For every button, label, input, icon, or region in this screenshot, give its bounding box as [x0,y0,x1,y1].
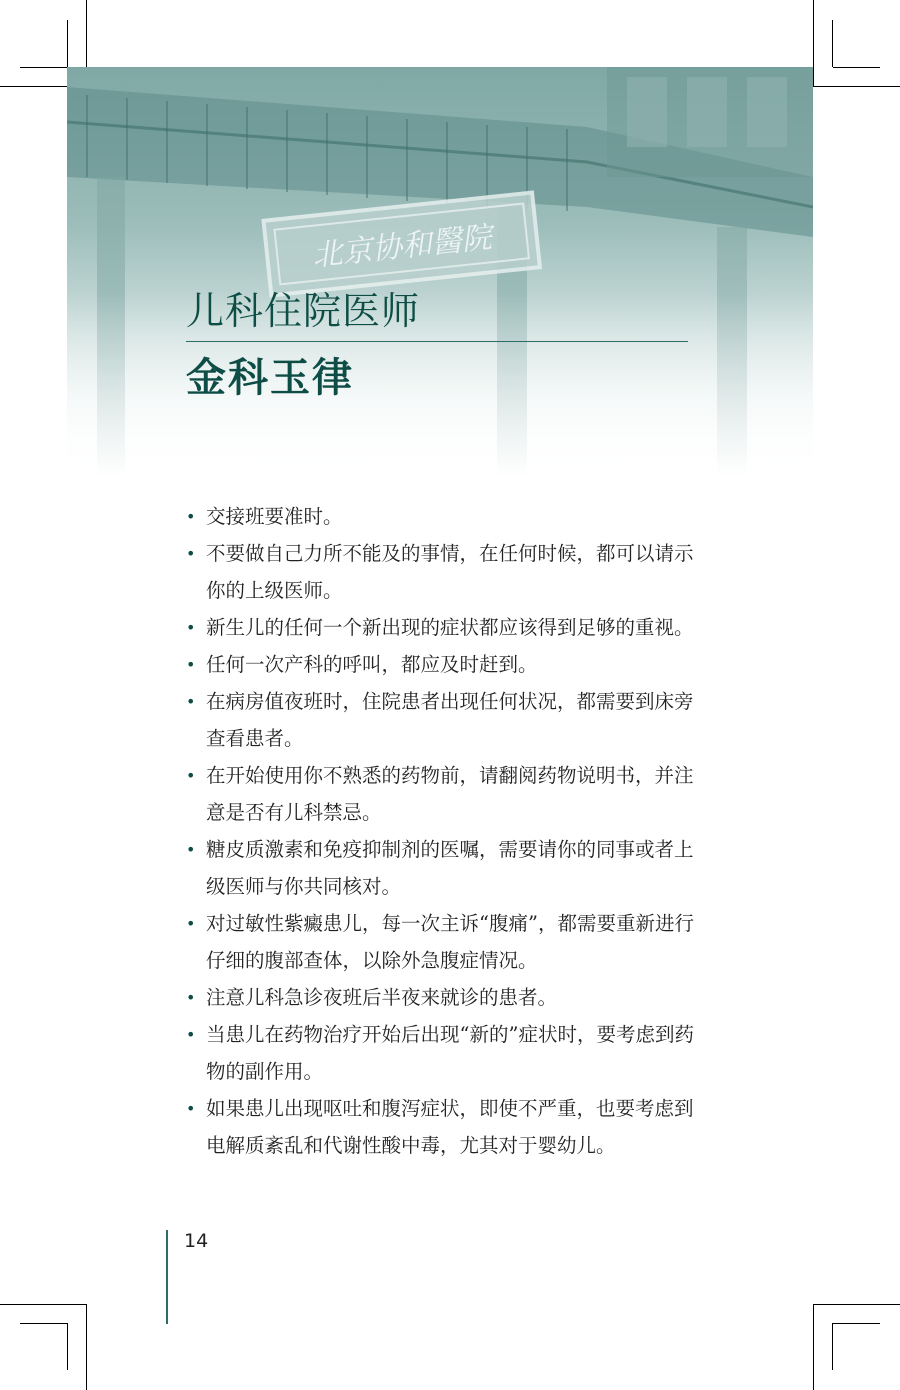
list-item-text: 交接班要准时。 [206,505,343,528]
crop-mark [813,1304,900,1305]
page-number: 14 [184,1230,209,1252]
crop-mark [833,67,880,68]
list-item-text: 在病房值夜班时，住院患者出现任何状况，都需要到床旁查看患者。 [206,690,694,750]
crop-mark [813,0,814,86]
rules-list [186,498,696,1164]
bullet-icon: • [186,507,196,526]
page-title-line1: 儿科住院医师 [186,289,421,333]
list-item-text: 对过敏性紫癜患儿，每一次主诉“腹痛”，都需要重新进行仔细的腹部查体，以除外急腹症情况。 [206,912,694,972]
list-item [186,905,696,979]
page-title-line2: 金科玉律 [186,355,354,401]
list-item [186,1016,696,1090]
crop-mark [67,1323,68,1370]
crop-mark [832,20,833,67]
title-divider [186,341,688,342]
bullet-icon: • [186,1099,196,1118]
bullet-icon: • [186,840,196,859]
list-item [186,498,696,535]
list-item [186,609,696,646]
list-item [186,1090,696,1164]
page-number-rule [166,1230,168,1324]
list-item [186,831,696,905]
list-item-text: 新生儿的任何一个新出现的症状都应该得到足够的重视。 [206,616,694,639]
header-banner [67,67,813,477]
bullet-icon: • [186,914,196,933]
crop-mark [832,1323,833,1370]
list-item-text: 注意儿科急诊夜班后半夜来就诊的患者。 [206,986,558,1009]
list-item [186,683,696,757]
bullet-icon: • [186,988,196,1007]
list-item-text: 在开始使用你不熟悉的药物前，请翻阅药物说明书，并注意是否有儿科禁忌。 [206,764,694,824]
list-item [186,757,696,831]
list-item [186,979,696,1016]
crop-mark [20,67,67,68]
list-item-text: 任何一次产科的呼叫，都应及时赶到。 [206,653,538,676]
crop-mark [67,20,68,67]
bullet-icon: • [186,1025,196,1044]
bullet-icon: • [186,618,196,637]
list-item-text: 糖皮质激素和免疫抑制剂的医嘱，需要请你的同事或者上级医师与你共同核对。 [206,838,694,898]
bullet-icon: • [186,766,196,785]
bullet-icon: • [186,655,196,674]
list-item-text: 不要做自己力所不能及的事情，在任何时候，都可以请示你的上级医师。 [206,542,694,602]
crop-mark [813,86,900,87]
list-item-text: 如果患儿出现呕吐和腹泻症状，即使不严重，也要考虑到电解质紊乱和代谢性酸中毒，尤其对于婴幼儿。 [206,1097,694,1157]
crop-mark [20,1323,67,1324]
list-item-text: 当患儿在药物治疗开始后出现“新的”症状时，要考虑到药物的副作用。 [206,1023,694,1083]
crop-mark [86,1304,87,1390]
list-item [186,535,696,609]
list-item [186,646,696,683]
crop-mark [0,1304,86,1305]
bullet-icon: • [186,544,196,563]
crop-mark [833,1323,880,1324]
bullet-icon: • [186,692,196,711]
hospital-gate-illustration [67,67,813,477]
crop-mark [813,1304,814,1390]
